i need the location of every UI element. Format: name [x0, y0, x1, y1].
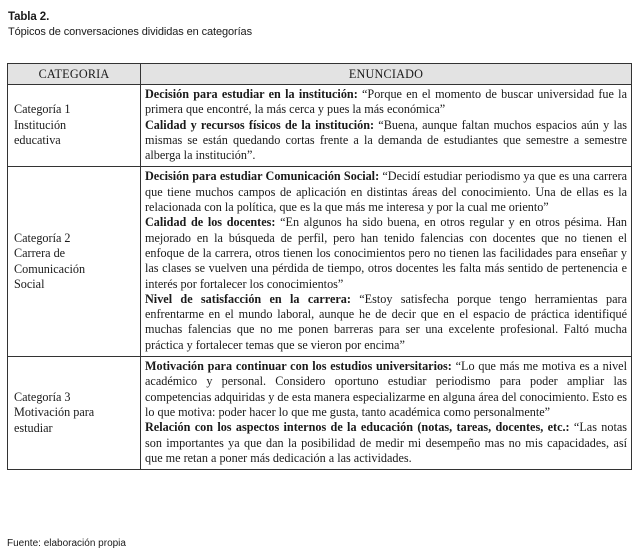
- category-line: Institución: [14, 117, 67, 132]
- category-line: Social: [14, 277, 45, 292]
- category-line: educativa: [14, 133, 61, 148]
- entry-heading: Decisión para estudiar Comunicación Social:: [145, 169, 380, 184]
- category-cell: [8, 85, 141, 167]
- table-caption: Tópicos de conversaciones divididas en categorías: [8, 26, 252, 38]
- column-header-category: CATEGORIA: [8, 64, 141, 85]
- table-row: [8, 167, 632, 357]
- category-line: Comunicación: [14, 261, 86, 276]
- category-line: Motivación para: [14, 405, 95, 420]
- entry-text: “Porque en el momento de buscar universidad fue la primera que encontré, la más cerca y pues la más económica”: [145, 87, 627, 117]
- statement-cell: [141, 85, 632, 167]
- category-cell: [8, 167, 141, 357]
- category-line: estudiar: [14, 420, 53, 435]
- column-header-statement: ENUNCIADO: [141, 64, 632, 85]
- statement-entry: [145, 215, 627, 291]
- entry-heading: Decisión para estudiar en la institución:: [145, 87, 358, 101]
- statement-entry: [145, 169, 627, 215]
- statement-entry: [145, 292, 627, 353]
- entry-heading: Calidad de los docentes:: [145, 215, 276, 230]
- entry-heading: Nivel de satisfacción en la carrera:: [145, 291, 351, 306]
- category-cell: [8, 357, 141, 470]
- entry-text: “Buena, aunque faltan muchos espacios aún y las mismas se están quedando cortas frente a la demanda de estudiantes que semestre a semestre alberga la institución”.: [145, 117, 627, 163]
- table-row: [8, 357, 632, 470]
- statement-entry: [145, 87, 627, 118]
- table-row: [8, 85, 632, 167]
- statement-entry: [145, 359, 627, 420]
- entry-text: “Las notas son importantes ya que dan la posibilidad de medir mi desempeño mas no mis capacidades, así que me retan a poner más dedicación a las actividades.: [145, 420, 628, 465]
- category-line: Carrera de: [14, 246, 66, 261]
- entry-heading: Calidad y recursos físicos de la institución:: [145, 117, 375, 132]
- topics-table: [7, 63, 632, 470]
- statement-entry: [145, 420, 627, 466]
- statement-cell: [141, 357, 632, 470]
- entry-text: “Estoy satisfecha porque tengo herramientas para enfrentarme en el mundo laboral, aunque he de decir que en el espacio de práctica identifiqué muchas falencias que no me ponen barreras para ser una excelente profesional. Faltó mucha práctica y fortalecer temas que se vieron por encima”: [145, 291, 627, 352]
- statement-entry: [145, 118, 627, 164]
- entry-text: “Decidí estudiar periodismo ya que es una carrera que tiene muchos campos de aplicación en distintas áreas del conocimiento. Una de ellas es la relacionada con la política, que es la que más me interesa y por la cual me oriento”: [145, 169, 628, 215]
- entry-heading: Motivación para continuar con los estudios universitarios:: [145, 359, 452, 374]
- statement-cell: [141, 167, 632, 357]
- entry-text: “En algunos ha sido buena, en otros regular y en otros pésima. Han mejorado en la búsqueda de perfil, pero han tenido falencias con docentes que no tienen el enfoque de la carrera, otros tienen los conocimientos pero no tienen las facilidades para enseñar y las clases se vuelven una pérdida de tiempo, otros docentes les falta más sentido de pertenencia e interés por fortalecer los conocimientos”: [145, 215, 628, 291]
- entry-text: “Lo que más me motiva es a nivel académico y personal. Considero oportuno estudiar periodismo para poder ampliar las competencias adquiridas y de esta manera especializarme en alguna área del conocimiento. Esto es lo que motiva: poder hacer lo que me gusta, tanto académica como personalmente”: [145, 359, 627, 419]
- category-line: Categoría 3: [14, 389, 71, 404]
- category-line: Categoría 1: [14, 102, 71, 117]
- entry-heading: Relación con los aspectos internos de la educación (notas, tareas, docentes, etc.:: [145, 420, 570, 435]
- source-note: Fuente: elaboración propia: [7, 538, 126, 549]
- table-header-row: [8, 64, 632, 85]
- table-label: Tabla 2.: [8, 11, 50, 23]
- category-line: Categoría 2: [14, 230, 71, 245]
